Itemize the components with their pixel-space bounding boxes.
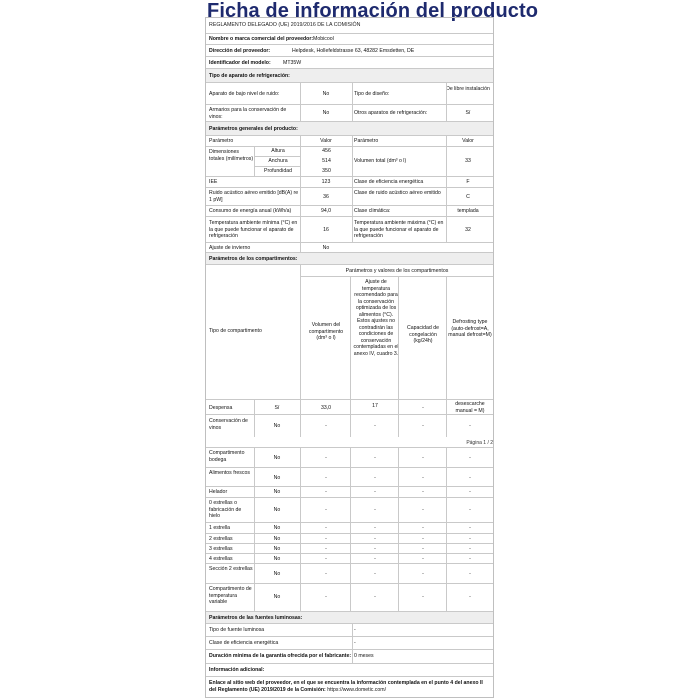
compartment-present: Sí [274, 405, 280, 411]
compartment-volume: - [325, 507, 327, 513]
value-header-left: Valor [320, 138, 332, 144]
compartment-defrost: - [469, 507, 471, 513]
light-class-row [206, 636, 493, 649]
param-header-left: Parámetro [209, 138, 234, 144]
eei-label: IEE [209, 179, 218, 185]
compartment-present: No [273, 546, 281, 552]
eff-class-label: Clase de eficiencia energética [354, 179, 424, 185]
table-row [206, 399, 493, 414]
eei-value: 123 [321, 179, 331, 185]
climate-value: templada [457, 208, 479, 214]
consumption-row [206, 205, 493, 216]
noise-class-value: C [466, 194, 470, 200]
compartment-freeze: - [422, 525, 424, 531]
compartment-defrost: - [469, 423, 471, 429]
additional-text-body: Enlace al sitio web del proveedor, en el que se encuentra la información contemplada en el punto 4 del anexo II del Reglamento (UE) 2019/2019 de la Comisión: [209, 680, 483, 693]
compartment-type-header: Tipo de compartimento [209, 328, 262, 334]
wine-row [206, 104, 493, 121]
noise-class-label: Clase de ruido acústico aéreo emitido [354, 190, 441, 196]
additional-row [206, 676, 493, 697]
compartment-name: Helador [209, 489, 228, 495]
low-noise-value: No [322, 91, 330, 97]
compartment-volume: - [325, 594, 327, 600]
min-temp-value: 16 [323, 227, 329, 233]
model-value: MT35W [283, 60, 302, 66]
other-value: Sí [465, 110, 471, 116]
address-value: Helpdesk, Hollefeldstrasse 63, 48282 Emsdetten, DE [292, 48, 415, 54]
value-header-right: Valor [462, 138, 474, 144]
max-temp-value: 32 [465, 227, 471, 233]
compartment-defrost: - [469, 536, 471, 542]
compartment-freeze: - [422, 489, 424, 495]
compartment-defrost: - [469, 571, 471, 577]
light-heading: Parámetros de las fuentes luminosas: [209, 615, 303, 621]
compartment-temp: - [374, 423, 376, 429]
noise-label: Ruido acústico aéreo emitido [dB(A) re 1 pW] [209, 190, 299, 203]
supplier-label: Nombre o marca comercial del proveedor: [209, 36, 314, 42]
compartment-freeze: - [422, 571, 424, 577]
compartment-present: No [273, 594, 281, 600]
compartment-temp: - [374, 525, 376, 531]
depth-label: Profundidad [264, 168, 292, 174]
defrost-type-header: Defrosting type (auto-defrost=A, manual defrost=M) [448, 319, 492, 338]
compartment-temp: - [374, 507, 376, 513]
general-header-row [206, 135, 493, 146]
warranty-row [206, 649, 493, 663]
compartment-defrost: - [469, 475, 471, 481]
design-label: Tipo de diseño: [354, 91, 390, 97]
compartment-name: Compartimento de temperatura variable [209, 586, 252, 605]
regulation-subtitle: REGLAMENTO DELEGADO (UE) 2019/2016 DE LA COMISIÓN [209, 22, 361, 28]
compartment-name: Compartimento bodega [209, 450, 245, 463]
light-class-value: - [354, 640, 356, 646]
compartment-volume: - [325, 455, 327, 461]
supplier-row [206, 33, 493, 44]
compartment-freeze: - [422, 423, 424, 429]
warranty-value: 0 meses [354, 653, 374, 659]
supplier-website-link[interactable]: https://www.dometic.com/ [327, 686, 387, 693]
compartment-present: No [273, 536, 281, 542]
light-type-value: - [354, 627, 356, 633]
compartment-name: Alimentos frescos [209, 470, 250, 476]
compartment-volume: - [325, 475, 327, 481]
volume-header: Volumen del compartimento (dm³ o l) [308, 322, 344, 341]
volume-value: 33 [465, 158, 471, 164]
compartment-volume: - [325, 546, 327, 552]
compartment-freeze: - [422, 556, 424, 562]
general-heading-row [206, 121, 493, 135]
winter-value: No [322, 245, 330, 251]
compartment-name: 3 estrellas [209, 546, 233, 552]
compartment-name: Sección 2 estrellas [209, 566, 253, 572]
compartment-temp: - [374, 475, 376, 481]
compartment-name: 4 estrellas [209, 556, 233, 562]
general-heading: Parámetros generales del producto: [209, 126, 298, 132]
compartment-name: Conservación de vinos [209, 418, 248, 431]
compartment-volume: - [325, 571, 327, 577]
wine-value: No [322, 110, 330, 116]
compartments-heading: Parámetros de los compartimentos: [209, 256, 298, 262]
compartment-freeze: - [422, 546, 424, 552]
volume-label: Volumen total (dm³ o l) [354, 158, 407, 164]
compartment-defrost: desescarche manual = M) [455, 401, 485, 414]
noise-row [206, 187, 493, 205]
width-label: Anchura [268, 158, 288, 164]
winter-row [206, 242, 493, 252]
consumption-value: 94,0 [320, 208, 332, 214]
compartment-temp: - [374, 455, 376, 461]
compartment-name: Despensa [209, 405, 233, 411]
width-value: 514 [322, 158, 331, 164]
compartment-temp: - [374, 571, 376, 577]
additional-text [209, 680, 491, 693]
design-value: De libre instalación [446, 86, 490, 92]
compartment-temp: 17 [372, 403, 378, 409]
additional-heading: Información adicional: [209, 667, 265, 673]
appliance-type-heading: Tipo de aparato de refrigeración: [209, 73, 290, 79]
compartment-freeze: - [422, 405, 424, 411]
compartment-temp: - [374, 594, 376, 600]
compartment-temp: - [374, 556, 376, 562]
compartment-volume: - [325, 556, 327, 562]
compartment-defrost: - [469, 525, 471, 531]
compartment-name: 2 estrellas [209, 536, 233, 542]
wine-label: Armarios para la conservación de vinos: [209, 107, 287, 120]
table-row [206, 414, 493, 437]
min-temp-label: Temperatura ambiente mínima (°C) en la que puede funcionar el aparato de refrigeración [209, 220, 298, 239]
winter-label: Ajuste de invierno [209, 245, 251, 251]
compartment-defrost: - [469, 455, 471, 461]
compartment-present: No [273, 507, 281, 513]
freeze-capacity-header: Capacidad de congelación (kg/24h) [406, 325, 439, 344]
compartment-defrost: - [469, 556, 471, 562]
page-break [206, 437, 493, 447]
max-temp-label: Temperatura ambiente máxima (°C) en la que puede funcionar el aparato de refrigeración [354, 220, 444, 239]
appliance-type-heading-row [206, 68, 493, 82]
compartment-defrost: - [469, 489, 471, 495]
compartment-present: No [273, 556, 281, 562]
compartments-heading-row [206, 252, 493, 264]
compartment-temp: - [374, 489, 376, 495]
light-type-row [206, 623, 493, 636]
compartment-volume: - [325, 525, 327, 531]
supplier-value: Mobicool [313, 36, 334, 42]
light-heading-row [206, 611, 493, 623]
height-label: Altura [271, 148, 285, 154]
light-type-label: Tipo de fuente luminosa [209, 627, 265, 633]
compartment-freeze: - [422, 475, 424, 481]
noise-value: 36 [323, 194, 329, 200]
compartments-params-header: Parámetros y valores de los compartimentos [345, 268, 449, 274]
consumption-label: Consumo de energía anual (kWh/a) [209, 208, 292, 214]
compartment-volume: - [325, 489, 327, 495]
compartment-present: No [273, 525, 281, 531]
address-label: Dirección del proveedor: [209, 48, 271, 54]
light-class-label: Clase de eficiencia energética [209, 640, 279, 646]
other-label: Otros aparatos de refrigeración: [354, 110, 428, 116]
temperature-row [206, 216, 493, 242]
climate-label: Clase climática: [354, 208, 391, 214]
compartment-present: No [273, 475, 281, 481]
model-row [206, 56, 493, 68]
height-value: 456 [322, 148, 331, 154]
compartment-freeze: - [422, 594, 424, 600]
page-title: Ficha de información del producto [207, 0, 539, 22]
compartment-present: No [273, 489, 281, 495]
compartment-name: 1 estrella [209, 525, 231, 531]
model-label: Identificador del modelo: [209, 60, 271, 66]
param-header-right: Parámetro [354, 138, 379, 144]
compartment-freeze: - [422, 455, 424, 461]
additional-heading-row [206, 663, 493, 676]
compartment-present: No [273, 423, 281, 429]
compartment-volume: 33,0 [320, 405, 332, 411]
compartment-name: 0 estrellas o fabricación de hielo [209, 500, 242, 519]
eei-row [206, 176, 493, 187]
compartment-freeze: - [422, 536, 424, 542]
compartment-volume: - [325, 536, 327, 542]
compartment-defrost: - [469, 546, 471, 552]
warranty-label: Duración mínima de la garantía ofrecida por el fabricante: [209, 653, 352, 659]
temp-setting-header: Ajuste de temperatura recomendado para la conservación optimizada de los alimentos (°C). Estos ajustes no contradirán las condiciones de conservación contempladas en el anexo IV, cuadro 3. [353, 279, 399, 357]
compartment-present: No [273, 571, 281, 577]
depth-value: 350 [322, 168, 331, 174]
dims-label: Dimensiones totales (milímetros) [209, 149, 254, 162]
compartment-temp: - [374, 536, 376, 542]
compartment-defrost: - [469, 594, 471, 600]
eff-class-value: F [466, 179, 470, 185]
page-number: Página 1 / 2 [466, 440, 493, 446]
address-row [206, 44, 493, 56]
compartment-freeze: - [422, 507, 424, 513]
low-noise-row [206, 82, 493, 104]
compartment-present: No [273, 455, 281, 461]
compartment-temp: - [374, 546, 376, 552]
dimensions-row [206, 146, 493, 176]
low-noise-label: Aparato de bajo nivel de ruido: [209, 91, 280, 97]
compartment-volume: - [325, 423, 327, 429]
